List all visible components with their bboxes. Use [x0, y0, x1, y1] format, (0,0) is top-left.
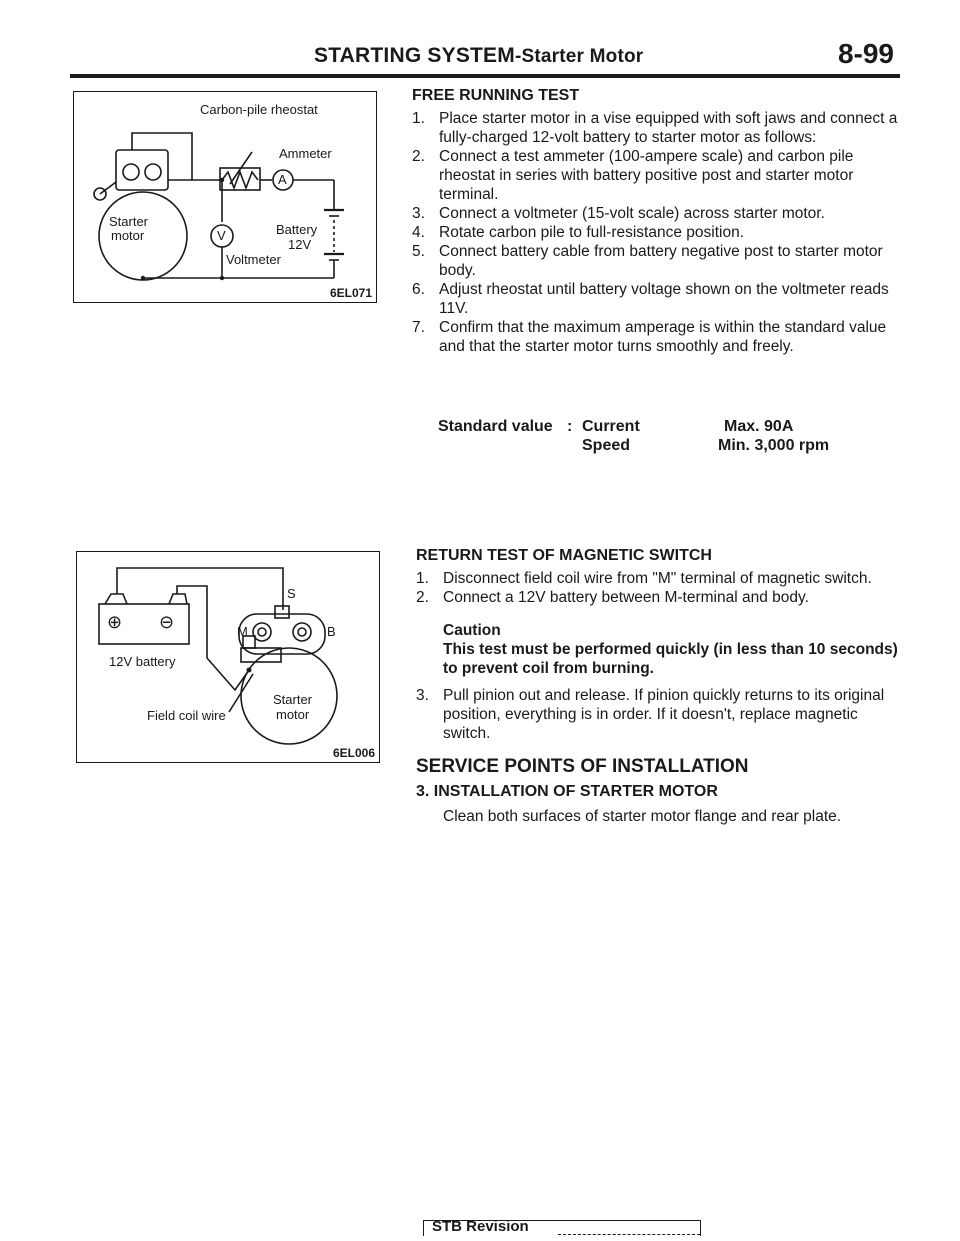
voltmeter-label: Voltmeter [226, 252, 281, 267]
free-running-test-figure [73, 91, 377, 303]
step-item: 5. Connect battery cable from battery negative post to starter motor body. [412, 243, 883, 279]
standard-value-block [438, 418, 898, 456]
motor-label: motor [111, 228, 145, 243]
caution-title: Caution [443, 622, 501, 639]
return-test-section [416, 546, 900, 826]
step-item: 7. Confirm that the maximum amperage is within the standard value and that the starter motor turns smoothly and freely. [412, 319, 887, 355]
rheostat-label: Carbon-pile rheostat [200, 102, 318, 117]
spec-row [438, 437, 898, 456]
step-item: 2. Connect a 12V battery between M-terminal and body. [416, 589, 809, 606]
return-test-steps [416, 569, 900, 607]
step-item: 2. Connect a test ammeter (100-ampere scale) and carbon pile rheostat in series with battery positive post and starter motor terminal. [412, 148, 854, 203]
revision-label: STB Revision [432, 1218, 529, 1235]
starter-label: Starter [273, 692, 313, 707]
spec-value: Max. 90A [724, 418, 794, 435]
section-title-main: STARTING SYSTEM [314, 44, 515, 67]
voltmeter-symbol: V [217, 228, 226, 243]
free-running-heading: FREE RUNNING TEST [412, 87, 580, 104]
revision-footer [423, 1220, 701, 1236]
battery-voltage-label: 12V [288, 237, 312, 252]
figure-code: 6EL071 [329, 286, 372, 300]
step-item: 1. Place starter motor in a vise equipped with soft jaws and connect a fully-charged 12-volt battery to starter motor as follows: [412, 110, 898, 146]
section-title-sub: -Starter Motor [514, 46, 644, 67]
return-test-step3 [416, 686, 900, 743]
ammeter-symbol: A [278, 172, 287, 187]
spec-value: Min. 3,000 rpm [718, 437, 830, 454]
spec-item: Speed [582, 437, 631, 454]
spec-item: Current [582, 418, 640, 435]
page-header [70, 36, 900, 78]
field-coil-label: Field coil wire [147, 708, 226, 723]
step-item: 6. Adjust rheostat until battery voltage shown on the voltmeter reads 11V. [412, 281, 889, 317]
battery-label: 12V battery [109, 654, 176, 669]
battery-label: Battery [276, 222, 318, 237]
return-test-figure [76, 551, 380, 763]
caution-note [443, 621, 900, 678]
installation-subheading: 3. INSTALLATION OF STARTER MOTOR [416, 783, 718, 800]
step-item: 4. Rotate carbon pile to full-resistance position. [412, 224, 744, 241]
page-number: 8-99 [837, 38, 894, 69]
figure-code: 6EL006 [332, 746, 375, 760]
header-rule [70, 74, 900, 78]
standard-value-colon: : [567, 418, 573, 435]
b-terminal-label: B [327, 624, 336, 639]
service-points-heading: SERVICE POINTS OF INSTALLATION [416, 756, 749, 777]
s-terminal-label: S [287, 586, 296, 601]
section-title [314, 44, 643, 68]
field-coil-pointer [229, 674, 253, 712]
caution-text: This test must be performed quickly (in less than 10 seconds) to prevent coil from burning. [443, 641, 898, 677]
step-item: 1. Disconnect field coil wire from "M" terminal of magnetic switch. [416, 570, 872, 587]
installation-text: Clean both surfaces of starter motor flange and rear plate. [443, 808, 842, 825]
m-terminal-label: M [237, 624, 248, 639]
step-item: 3. Connect a voltmeter (15-volt scale) across starter motor. [412, 205, 825, 222]
spec-row [438, 418, 898, 437]
motor-label: motor [276, 707, 310, 722]
return-test-heading: RETURN TEST OF MAGNETIC SWITCH [416, 547, 712, 564]
free-running-steps [412, 109, 898, 356]
minus-terminal: ⊖ [159, 612, 175, 632]
starter-label: Starter [109, 214, 149, 229]
ammeter-label: Ammeter [279, 146, 332, 161]
step-item: 3. Pull pinion out and release. If pinion quickly returns to its original position, everything is in order. If it doesn't, replace magnetic switch. [416, 687, 885, 742]
standard-value-label: Standard value [438, 418, 553, 435]
revision-line [558, 1234, 700, 1235]
plus-terminal: ⊕ [107, 612, 123, 632]
free-running-circuit-diagram [74, 92, 376, 302]
free-running-section [412, 86, 898, 356]
